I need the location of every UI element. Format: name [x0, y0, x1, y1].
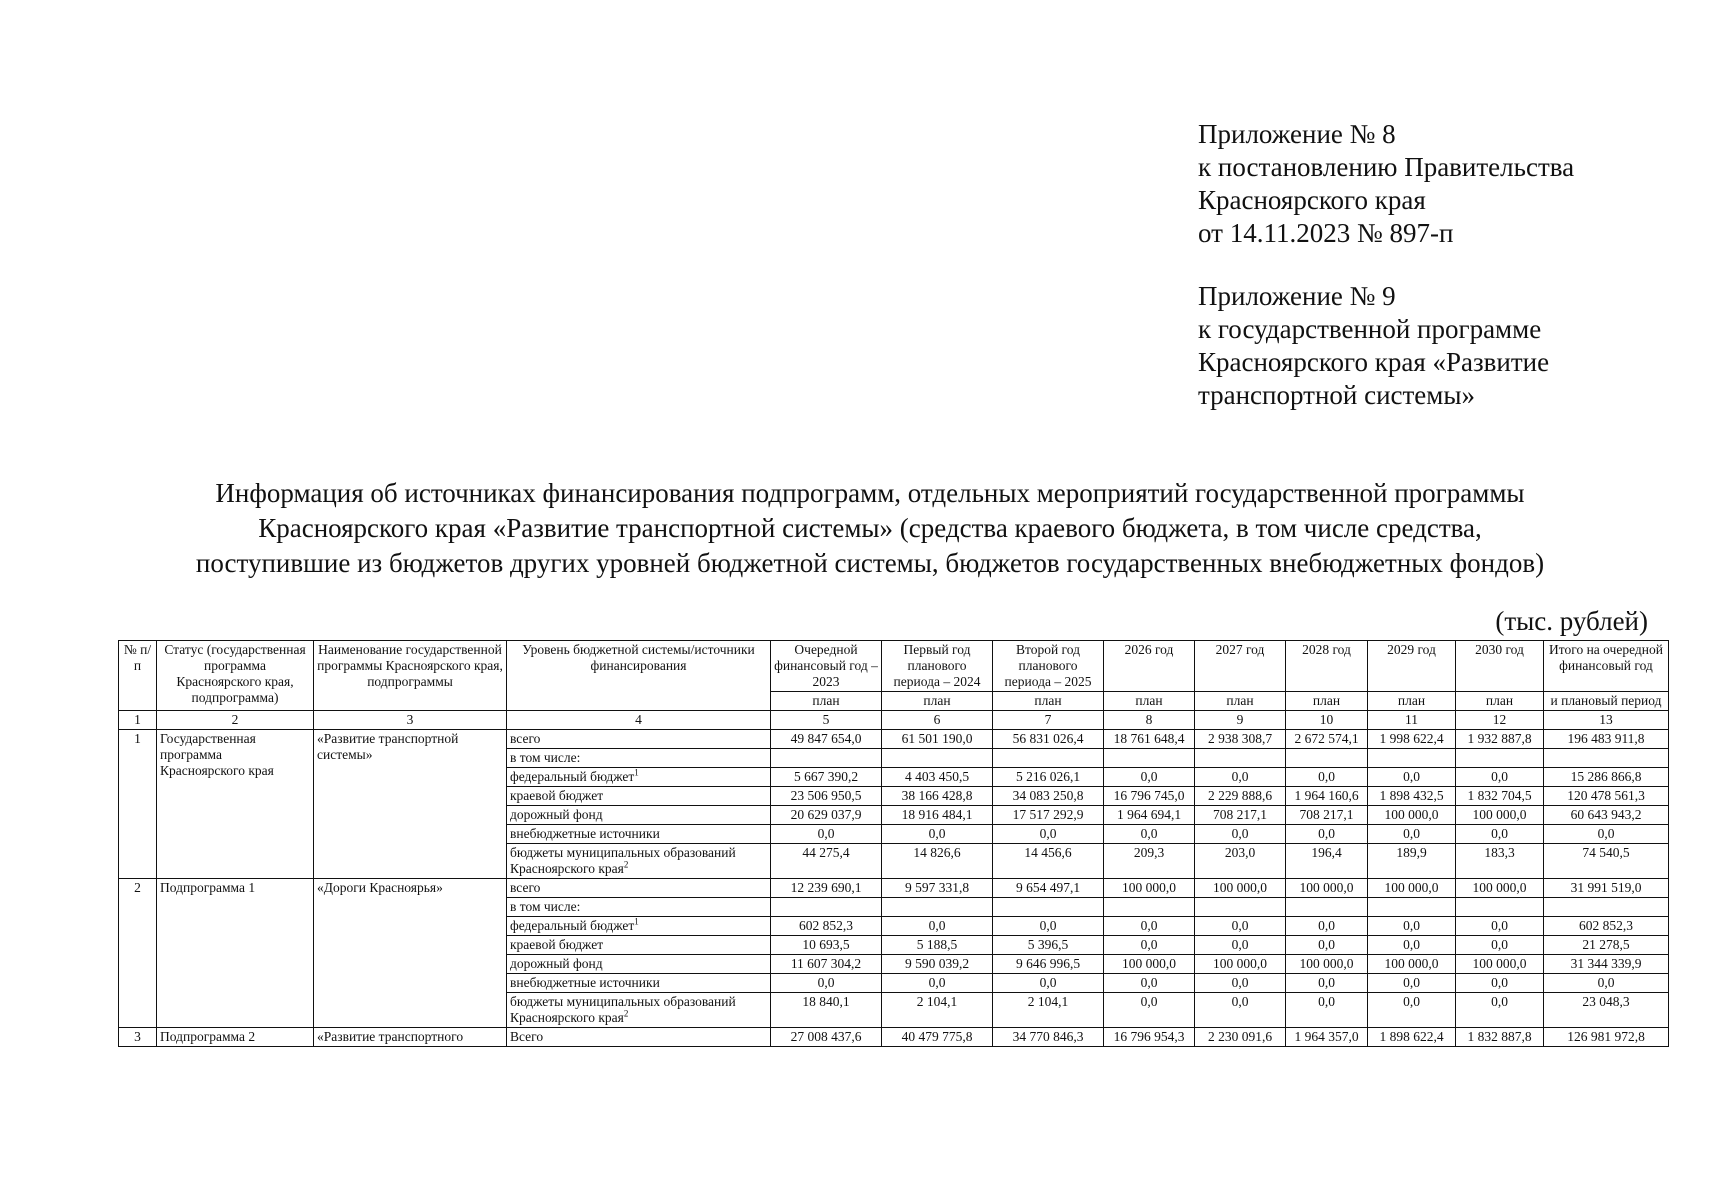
value-cell: 100 000,0: [1195, 955, 1286, 974]
value-cell: 0,0: [1104, 936, 1195, 955]
total-value-cell: 196 483 911,8: [1544, 730, 1669, 749]
value-cell: 0,0: [1195, 974, 1286, 993]
value-cell: 0,0: [1104, 974, 1195, 993]
value-cell: 9 590 039,2: [882, 955, 993, 974]
funding-source-cell: [507, 1028, 771, 1047]
column-number: 10: [1286, 711, 1368, 730]
value-cell: [771, 898, 882, 917]
value-cell: 0,0: [1368, 974, 1456, 993]
footnote-marker: 1: [634, 916, 639, 927]
footnote-marker: 1: [634, 767, 639, 778]
value-cell: 0,0: [1286, 768, 1368, 787]
funding-source-label: краевой бюджет: [510, 937, 604, 952]
header-plan: план: [993, 692, 1104, 711]
total-value-cell: 0,0: [1544, 825, 1669, 844]
value-cell: 100 000,0: [1456, 806, 1544, 825]
value-cell: 49 847 654,0: [771, 730, 882, 749]
value-cell: [993, 749, 1104, 768]
row-program-name: «Развитие транспортного: [314, 1028, 507, 1047]
table-row: [119, 730, 1669, 749]
total-value-cell: 602 852,3: [1544, 917, 1669, 936]
value-cell: 0,0: [1368, 936, 1456, 955]
value-cell: 0,0: [1104, 768, 1195, 787]
value-cell: 61 501 190,0: [882, 730, 993, 749]
funding-source-cell: [507, 898, 771, 917]
value-cell: 100 000,0: [1456, 879, 1544, 898]
funding-source-cell: [507, 806, 771, 825]
row-number: 2: [119, 879, 157, 1028]
funding-source-label: внебюджетные источники: [510, 975, 660, 990]
value-cell: 0,0: [1456, 917, 1544, 936]
value-cell: 14 456,6: [993, 844, 1104, 879]
document-title: [150, 476, 1590, 581]
value-cell: 18 840,1: [771, 993, 882, 1028]
value-cell: 0,0: [993, 825, 1104, 844]
header-plan: план: [1368, 692, 1456, 711]
funding-source-cell: [507, 879, 771, 898]
total-value-cell: 15 286 866,8: [1544, 768, 1669, 787]
value-cell: 0,0: [1195, 936, 1286, 955]
appendix-9-block: [1198, 280, 1549, 412]
total-value-cell: 31 991 519,0: [1544, 879, 1669, 898]
appendix-8-line: от 14.11.2023 № 897-п: [1198, 218, 1454, 248]
value-cell: 0,0: [1286, 993, 1368, 1028]
column-number: 6: [882, 711, 993, 730]
value-cell: 100 000,0: [1368, 806, 1456, 825]
value-cell: 5 396,5: [993, 936, 1104, 955]
value-cell: 0,0: [993, 974, 1104, 993]
value-cell: [1368, 898, 1456, 917]
header-plan: план: [1104, 692, 1195, 711]
row-program-name: «Развитие транспортной системы»: [314, 730, 507, 879]
value-cell: [882, 898, 993, 917]
funding-source-label: дорожный фонд: [510, 956, 603, 971]
funding-source-cell: [507, 917, 771, 936]
total-value-cell: 21 278,5: [1544, 936, 1669, 955]
column-number: 9: [1195, 711, 1286, 730]
row-status: Государственная программа Красноярского края: [157, 730, 314, 879]
column-number: 1: [119, 711, 157, 730]
value-cell: 100 000,0: [1104, 879, 1195, 898]
funding-source-cell: [507, 730, 771, 749]
header-total-top: Итого на очередной финансовый год: [1544, 641, 1669, 692]
funding-source-label: Всего: [510, 1029, 544, 1044]
value-cell: 0,0: [1456, 993, 1544, 1028]
row-number: 1: [119, 730, 157, 879]
funding-source-cell: [507, 768, 771, 787]
value-cell: 1 998 622,4: [1368, 730, 1456, 749]
value-cell: 0,0: [1456, 974, 1544, 993]
value-cell: 9 654 497,1: [993, 879, 1104, 898]
column-number: 4: [507, 711, 771, 730]
value-cell: 0,0: [1368, 768, 1456, 787]
value-cell: 0,0: [1195, 825, 1286, 844]
header-plan: план: [882, 692, 993, 711]
table-row: [119, 1028, 1669, 1047]
value-cell: 1 932 887,8: [1456, 730, 1544, 749]
value-cell: 100 000,0: [1286, 955, 1368, 974]
funding-source-label: всего: [510, 880, 541, 895]
value-cell: 0,0: [1195, 917, 1286, 936]
funding-source-label: федеральный бюджет: [510, 918, 635, 933]
value-cell: 27 008 437,6: [771, 1028, 882, 1047]
value-cell: 2 104,1: [993, 993, 1104, 1028]
title-line: Информация об источниках финансирования подпрограмм, отдельных мероприятий государственной программы: [215, 478, 1525, 508]
funding-source-label: бюджеты муниципальных образований Красноярского края: [510, 845, 736, 876]
value-cell: 708 217,1: [1195, 806, 1286, 825]
footnote-marker: 2: [623, 859, 629, 870]
header-2029: 2029 год: [1368, 641, 1456, 692]
value-cell: [771, 749, 882, 768]
value-cell: 9 646 996,5: [993, 955, 1104, 974]
value-cell: 1 964 357,0: [1286, 1028, 1368, 1047]
value-cell: 44 275,4: [771, 844, 882, 879]
header-total-bottom: и плановый период: [1544, 692, 1669, 711]
funding-source-cell: [507, 749, 771, 768]
value-cell: 0,0: [1286, 917, 1368, 936]
header-name: Наименование государственной программы Красноярского края, подпрограммы: [314, 641, 507, 711]
total-value-cell: 23 048,3: [1544, 993, 1669, 1028]
header-plan: план: [1456, 692, 1544, 711]
value-cell: 0,0: [1456, 768, 1544, 787]
value-cell: 100 000,0: [1456, 955, 1544, 974]
financing-table: [118, 640, 1669, 1047]
value-cell: 34 770 846,3: [993, 1028, 1104, 1047]
funding-source-cell: [507, 844, 771, 879]
row-status: Подпрограмма 1: [157, 879, 314, 1028]
value-cell: [1368, 749, 1456, 768]
value-cell: 12 239 690,1: [771, 879, 882, 898]
value-cell: 5 667 390,2: [771, 768, 882, 787]
value-cell: 4 403 450,5: [882, 768, 993, 787]
funding-source-label: бюджеты муниципальных образований Красноярского края: [510, 994, 736, 1025]
value-cell: 100 000,0: [1368, 955, 1456, 974]
value-cell: 183,3: [1456, 844, 1544, 879]
value-cell: 16 796 745,0: [1104, 787, 1195, 806]
header-status: Статус (государственная программа Красноярского края, подпрограмма): [157, 641, 314, 711]
value-cell: 100 000,0: [1368, 879, 1456, 898]
value-cell: 9 597 331,8: [882, 879, 993, 898]
value-cell: 0,0: [1195, 993, 1286, 1028]
appendix-9-line: к государственной программе: [1198, 314, 1542, 344]
value-cell: [1104, 898, 1195, 917]
value-cell: 602 852,3: [771, 917, 882, 936]
funding-source-cell: [507, 974, 771, 993]
header-2028: 2028 год: [1286, 641, 1368, 692]
value-cell: 0,0: [1286, 974, 1368, 993]
value-cell: [1195, 749, 1286, 768]
value-cell: [1104, 749, 1195, 768]
title-line: Красноярского края «Развитие транспортной системы» (средства краевого бюджета, в том числе средства,: [258, 513, 1482, 543]
value-cell: [1456, 898, 1544, 917]
value-cell: 0,0: [882, 917, 993, 936]
value-cell: 0,0: [1195, 768, 1286, 787]
appendix-9-line: Красноярского края «Развитие: [1198, 347, 1550, 377]
total-value-cell: [1544, 749, 1669, 768]
appendix-9-line: транспортной системы»: [1198, 380, 1476, 410]
value-cell: [1286, 898, 1368, 917]
appendix-8-line: Красноярского края: [1198, 185, 1426, 215]
value-cell: 0,0: [882, 974, 993, 993]
value-cell: 0,0: [1104, 993, 1195, 1028]
row-program-name: «Дороги Красноярья»: [314, 879, 507, 1028]
value-cell: [993, 898, 1104, 917]
value-cell: 1 964 160,6: [1286, 787, 1368, 806]
column-number: 11: [1368, 711, 1456, 730]
footnote-marker: 2: [623, 1008, 629, 1019]
value-cell: 20 629 037,9: [771, 806, 882, 825]
header-plan: план: [1286, 692, 1368, 711]
value-cell: 2 229 888,6: [1195, 787, 1286, 806]
total-value-cell: 31 344 339,9: [1544, 955, 1669, 974]
column-number: 7: [993, 711, 1104, 730]
value-cell: 0,0: [882, 825, 993, 844]
value-cell: 100 000,0: [1104, 955, 1195, 974]
value-cell: 1 832 704,5: [1456, 787, 1544, 806]
funding-source-label: федеральный бюджет: [510, 769, 635, 784]
header-level: Уровень бюджетной системы/источники финансирования: [507, 641, 771, 711]
total-value-cell: 126 981 972,8: [1544, 1028, 1669, 1047]
funding-source-label: в том числе:: [510, 750, 581, 765]
column-number: 3: [314, 711, 507, 730]
value-cell: 209,3: [1104, 844, 1195, 879]
value-cell: 14 826,6: [882, 844, 993, 879]
column-number: 5: [771, 711, 882, 730]
value-cell: 0,0: [771, 825, 882, 844]
value-cell: 5 216 026,1: [993, 768, 1104, 787]
value-cell: 2 672 574,1: [1286, 730, 1368, 749]
total-value-cell: [1544, 898, 1669, 917]
table-row: [119, 879, 1669, 898]
value-cell: 0,0: [1104, 917, 1195, 936]
value-cell: 0,0: [1286, 825, 1368, 844]
value-cell: [882, 749, 993, 768]
header-plan: план: [1195, 692, 1286, 711]
value-cell: 0,0: [1368, 825, 1456, 844]
funding-source-label: краевой бюджет: [510, 788, 604, 803]
total-value-cell: 120 478 561,3: [1544, 787, 1669, 806]
units-label: (тыс. рублей): [1495, 606, 1648, 636]
appendix-9-line: Приложение № 9: [1198, 281, 1396, 311]
value-cell: 56 831 026,4: [993, 730, 1104, 749]
header-2026: 2026 год: [1104, 641, 1195, 692]
funding-source-cell: [507, 993, 771, 1028]
value-cell: 708 217,1: [1286, 806, 1368, 825]
value-cell: [1195, 898, 1286, 917]
total-value-cell: 0,0: [1544, 974, 1669, 993]
value-cell: 17 517 292,9: [993, 806, 1104, 825]
value-cell: 23 506 950,5: [771, 787, 882, 806]
value-cell: 1 832 887,8: [1456, 1028, 1544, 1047]
column-number-row: [119, 711, 1669, 730]
header-plan: план: [771, 692, 882, 711]
value-cell: 5 188,5: [882, 936, 993, 955]
value-cell: 0,0: [1456, 825, 1544, 844]
value-cell: 189,9: [1368, 844, 1456, 879]
value-cell: 18 761 648,4: [1104, 730, 1195, 749]
value-cell: 11 607 304,2: [771, 955, 882, 974]
value-cell: 1 898 622,4: [1368, 1028, 1456, 1047]
value-cell: 0,0: [1368, 993, 1456, 1028]
value-cell: 0,0: [1104, 825, 1195, 844]
value-cell: 18 916 484,1: [882, 806, 993, 825]
row-status: Подпрограмма 2: [157, 1028, 314, 1047]
value-cell: 34 083 250,8: [993, 787, 1104, 806]
value-cell: 10 693,5: [771, 936, 882, 955]
value-cell: 2 230 091,6: [1195, 1028, 1286, 1047]
column-number: 2: [157, 711, 314, 730]
value-cell: 16 796 954,3: [1104, 1028, 1195, 1047]
appendix-8-block: [1198, 118, 1574, 250]
header-2027: 2027 год: [1195, 641, 1286, 692]
value-cell: 100 000,0: [1195, 879, 1286, 898]
appendix-8-line: к постановлению Правительства: [1198, 152, 1575, 182]
value-cell: 0,0: [1368, 917, 1456, 936]
value-cell: 0,0: [1456, 936, 1544, 955]
value-cell: 203,0: [1195, 844, 1286, 879]
funding-source-cell: [507, 936, 771, 955]
value-cell: 0,0: [1286, 936, 1368, 955]
appendix-8-line: Приложение № 8: [1198, 119, 1396, 149]
funding-source-label: в том числе:: [510, 899, 581, 914]
header-2030: 2030 год: [1456, 641, 1544, 692]
funding-source-label: всего: [510, 731, 541, 746]
column-number: 8: [1104, 711, 1195, 730]
row-number: 3: [119, 1028, 157, 1047]
value-cell: 100 000,0: [1286, 879, 1368, 898]
value-cell: 1 964 694,1: [1104, 806, 1195, 825]
value-cell: 196,4: [1286, 844, 1368, 879]
value-cell: 40 479 775,8: [882, 1028, 993, 1047]
header-row: [119, 641, 1669, 692]
value-cell: 0,0: [993, 917, 1104, 936]
value-cell: 38 166 428,8: [882, 787, 993, 806]
value-cell: 2 938 308,7: [1195, 730, 1286, 749]
value-cell: 2 104,1: [882, 993, 993, 1028]
total-value-cell: 60 643 943,2: [1544, 806, 1669, 825]
title-line: поступившие из бюджетов других уровней бюджетной системы, бюджетов государственных внебюджетных фондов): [195, 548, 1545, 578]
header-2024: Первый год планового периода – 2024: [882, 641, 993, 692]
funding-source-label: дорожный фонд: [510, 807, 603, 822]
value-cell: [1456, 749, 1544, 768]
header-2025: Второй год планового периода – 2025: [993, 641, 1104, 692]
column-number: 12: [1456, 711, 1544, 730]
funding-source-cell: [507, 825, 771, 844]
header-num: № п/п: [119, 641, 157, 711]
column-number: 13: [1544, 711, 1669, 730]
value-cell: [1286, 749, 1368, 768]
funding-source-cell: [507, 787, 771, 806]
funding-source-label: внебюджетные источники: [510, 826, 660, 841]
total-value-cell: 74 540,5: [1544, 844, 1669, 879]
header-2023: Очередной финансовый год – 2023: [771, 641, 882, 692]
funding-source-cell: [507, 955, 771, 974]
value-cell: 1 898 432,5: [1368, 787, 1456, 806]
value-cell: 0,0: [771, 974, 882, 993]
